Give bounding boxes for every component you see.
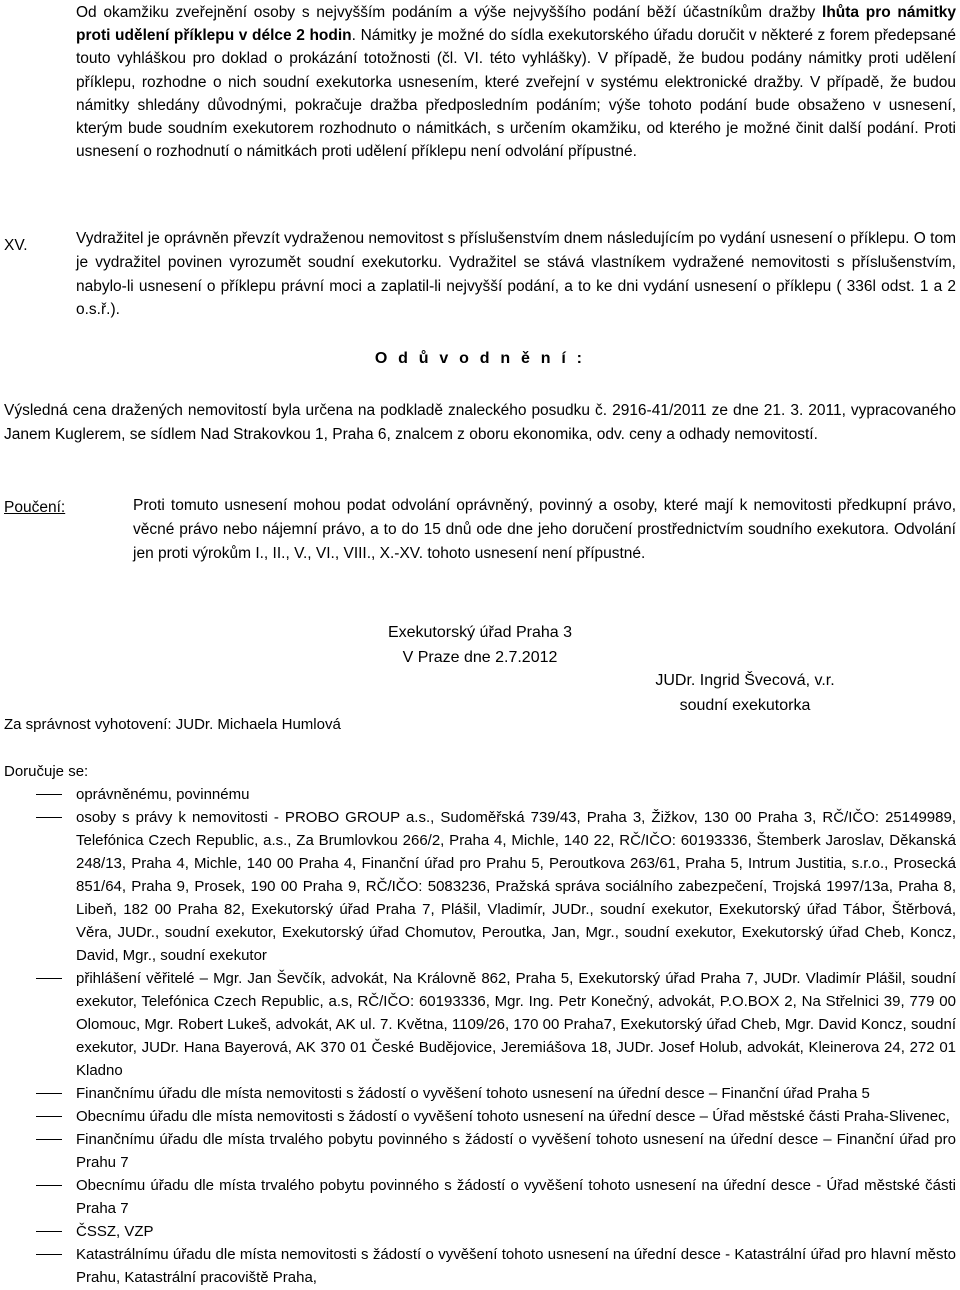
instruction-label: Poučení: bbox=[4, 499, 66, 516]
section-xv-text: Vydražitel je oprávněn převzít vydraženou nemovitost s příslušenstvím dnem následujícím po vydání usnesení o příklepu. O tom je vydražitel povinen vyrozumět soudní exekutorku. Vydražitel se stává vlastníkem vydražené nemovitosti s příslušenstvím, nabylo-li usnesení o příklepu právní moci a zaplatil-li nejvyšší podání, a to ke dni vydání usnesení o příklepu ( 336l odst. 1 a 2 o.s.ř.). bbox=[76, 230, 956, 319]
instruction-text: Proti tomuto usnesení mohou podat odvolání oprávněný, povinný a osoby, které mají k nemovitosti předkupní právo, věcné právo nebo nájemní právo, a to do 15 dnů ode dne jeho doručení prostřednictvím soudního exekutora. Odvolání jen proti výrokům I., II., V., VI., VIII., X.-XV. tohoto usnesení není přípustné. bbox=[133, 497, 956, 562]
correctness-note: Za správnost vyhotovení: JUDr. Michaela Humlová bbox=[4, 716, 341, 733]
objection-deadline-emphasis: lhůta pro námitky proti udělení příklepu v délce 2 hodin bbox=[76, 4, 956, 45]
section-number-xv: XV. bbox=[4, 237, 28, 254]
list-item bbox=[0, 1128, 960, 1174]
office-place-date: V Praze dne 2.7.2012 bbox=[402, 649, 558, 666]
office-block bbox=[330, 620, 630, 670]
list-item bbox=[0, 783, 960, 806]
list-item bbox=[0, 967, 960, 1082]
objection-text-start: Od okamžiku zveřejnění osoby s nejvyšším podáním a výše nejvyššího podání běží účastníkům dražby bbox=[76, 4, 823, 21]
list-item bbox=[0, 1082, 960, 1105]
list-item bbox=[0, 1105, 960, 1128]
signer-name: JUDr. Ingrid Švecová, v.r. bbox=[655, 672, 835, 689]
office-name: Exekutorský úřad Praha 3 bbox=[387, 624, 573, 641]
delivery-item-text: ČSSZ, VZP bbox=[76, 1223, 154, 1240]
list-item bbox=[0, 1220, 960, 1243]
list-item bbox=[0, 806, 960, 967]
delivery-item-text: Obecnímu úřadu dle místa nemovitosti s žádostí o vyvěšení tohoto usnesení na úřední desce – Úřad městské části Praha-Slivenec, bbox=[76, 1108, 950, 1125]
signer-role: soudní exekutorka bbox=[679, 697, 811, 714]
reasoning-heading: O d ů v o d n ě n í : bbox=[374, 350, 586, 367]
delivery-item-text: Obecnímu úřadu dle místa trvalého pobytu povinného s žádostí o vyvěšení tohoto usnesení na úřední desce - Úřad městské části Praha 7 bbox=[76, 1177, 956, 1217]
delivery-item-text: osoby s právy k nemovitosti - PROBO GROUP a.s., Sudoměřská 739/43, Praha 3, Žižkov, 130 00 Praha 3, RČ/IČO: 25149989, Telefónica Czech Republic, a.s., Za Brumlovkou 266/2, Praha 4, Michle, 140 22, RČ/IČO: 60193336, Štemberk Jaroslav, Děkanská 248/13, Praha 4, Michle, 140 00 Praha 4, Finanční úřad pro Prahu 5, Peroutkova 263/61, Praha 5, Intrum Justitia, s.r.o., Prosecká 851/64, Praha 9, Prosek, 190 00 Praha 9, RČ/IČO: 5083236, Pražská správa sociálního zabezpečení, Trojská 1997/13a, Praha 8, Libeň, 182 00 Praha 82, Exekutorský úřad Praha 7, Plášil, Vladimír, JUDr., soudní exekutor, Exekutorský úřad Tábor, Štěrbová, Věra, JUDr., soudní exekutor, Exekutorský úřad Chomutov, Peroutka, Jan, Mgr., soudní exekutor, Exekutorský úřad Cheb, Koncz, David, Mgr., soudní exekutor bbox=[76, 809, 956, 964]
signature-block bbox=[600, 668, 890, 718]
objection-text-rest: . Námitky je možné do sídla exekutorského úřadu doručit v některé z forem předepsané touto vyhláškou pro doklad o prokázání totožnosti (čl. VI. této vyhlášky). V případě, že budou podány námitky proti udělení příklepu, rozhodne o nich soudní exekutorka usnesením, které zveřejní v systému elektronické dražby. V případě, že budou námitky shledány důvodnými, pokračuje dražba předposledním podáním; výše tohoto podání bude obsaženo v usnesení, kterým bude soudním exekutorem rozhodnuto o námitkách, s určením okamžiku, od kterého je možné činit další podání. Proti usnesení o rozhodnutí o námitkách proti udělení příklepu není odvolání přípustné. bbox=[76, 27, 956, 161]
delivery-list bbox=[0, 783, 960, 1289]
delivery-label: Doručuje se: bbox=[4, 763, 89, 780]
delivery-item-text: Finančnímu úřadu dle místa nemovitosti s žádostí o vyvěšení tohoto usnesení na úřední desce – Finanční úřad Praha 5 bbox=[76, 1085, 870, 1102]
list-item bbox=[0, 1174, 960, 1220]
delivery-item-text: přihlášení věřitelé – Mgr. Jan Ševčík, advokát, Na Královně 862, Praha 5, Exekutorský úřad Praha 7, JUDr. Vladimír Plášil, soudní exekutor, Telefónica Czech Republic, a.s, RČ/IČO: 60193336, Mgr. Ing. Petr Konečný, advokát, P.O.BOX 2, Na Střelnici 39, 779 00 Olomouc, Mgr. Robert Lukeš, advokát, AK ul. 7. Května, 1109/26, 170 00 Praha7, Exekutorský úřad Cheb, Mgr. David Koncz, soudní exekutor, JUDr. Hana Bayerová, AK 370 01 České Budějovice, Jeremiášova 18, JUDr. Josef Holub, advokát, Kleinerova 24, 272 01 Kladno bbox=[76, 970, 956, 1079]
list-item bbox=[0, 1243, 960, 1289]
delivery-item-text: Finančnímu úřadu dle místa trvalého pobytu povinného s žádostí o vyvěšení tohoto usnesení na úřední desce – Finanční úřad pro Prahu 7 bbox=[76, 1131, 956, 1171]
reasoning-paragraph: Výsledná cena dražených nemovitostí byla určena na podkladě znaleckého posudku č. 2916-41/2011 ze dne 21. 3. 2011, vypracovaného Janem Kuglerem, se sídlem Nad Strakovkou 1, Praha 6, znalcem z oboru ekonomika, odv. ceny a odhady nemovitostí. bbox=[4, 402, 956, 443]
delivery-item-text: Katastrálnímu úřadu dle místa nemovitosti s žádostí o vyvěšení tohoto usnesení na úřední desce - Katastrální úřad pro hlavní město Prahu, Katastrální pracoviště Praha, bbox=[76, 1246, 956, 1286]
auction-objection-paragraph bbox=[76, 1, 956, 163]
delivery-item-text: oprávněnému, povinnému bbox=[76, 786, 250, 803]
